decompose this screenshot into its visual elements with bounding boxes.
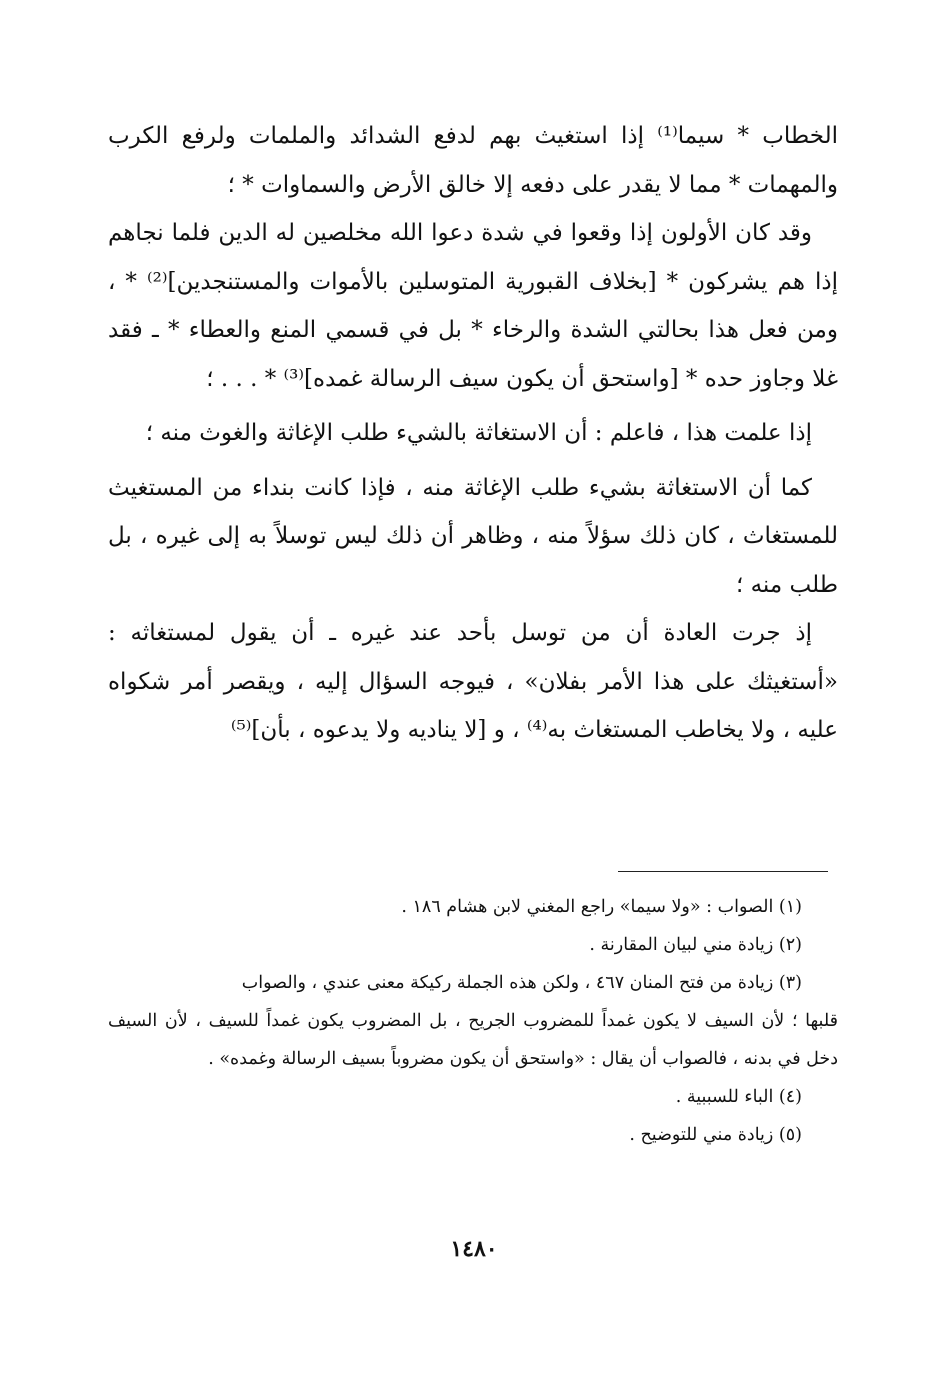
footnote-4: (٤) الباء للسببية . [675,1087,802,1107]
paragraph-2: وقد كان الأولون إذا وقعوا في شدة دعوا الله مخلصين له الدين فلما نجاهم إذا هم يشركون * [بخلاف القبورية المتوسلين بالأموات والمستنجدين]⁽²⁾ * ، ومن فعل هذا بحالتي الشدة والرخاء * بل في قسمي المنع والعطاء * ـ فقد غلا وجاوز حده * [واستحق أن يكون سيف الرسالة غمده]⁽³⁾ * . . . ؛ [108,220,838,392]
paragraph-1: الخطاب * سيما⁽¹⁾ إذا استغيث بهم لدفع الشدائد والملمات ولرفع الكرب والمهمات * مما لا يقدر على دفعه إلا خالق الأرض والسماوات * ؛ [108,123,838,198]
footnote-3-continuation: قلبها ؛ لأن السيف لا يكون غمداً للمضروب الجريح ، بل المضروب يكون غمداً للسيف ، لأن السيف دخل في بدنه ، فالصواب أن يقال : «واستحق أن يكون مضروباً بسيف الرسالة وغمده» . [108,1011,838,1069]
footnote-5: (٥) زيادة مني للتوضيح . [629,1125,802,1145]
footnote-2: (٢) زيادة مني لبيان المقارنة . [589,935,802,955]
footnote-1: (١) الصواب : «ولا سيما» راجع المغني لابن هشام ١٨٦ . [401,897,802,917]
page-number: ١٤٨٠ [450,1236,498,1262]
paragraph-5: إذ جرت العادة أن من توسل بأحد عند غيره ـ أن يقول لمستغاثه : «أستغيثك على هذا الأمر بفلان» ، فيوجه السؤال إليه ، ويقصر أمر شكواه عليه ، ولا يخاطب المستغاث به⁽⁴⁾ ، و [لا يناديه ولا يدعوه ، بأن]⁽⁵⁾ [108,620,838,743]
footnote-separator [618,871,828,872]
paragraph-3: إذا علمت هذا ، فاعلم : أن الاستغاثة بالشيء طلب الإغاثة والغوث منه ؛ [145,420,812,446]
paragraph-4: كما أن الاستغاثة بشيء طلب الإغاثة منه ، فإذا كانت بنداء من المستغيث للمستغاث ، كان ذلك سؤلاً منه ، وظاهر أن ذلك ليس توسلاً به إلى غيره ، بل طلب منه ؛ [108,474,838,598]
footnotes [108,888,838,1154]
main-text [108,112,838,755]
footnote-3: (٣) زيادة من فتح المنان ٤٦٧ ، ولكن هذه الجملة ركيكة معنى عندي ، والصواب [241,973,802,993]
